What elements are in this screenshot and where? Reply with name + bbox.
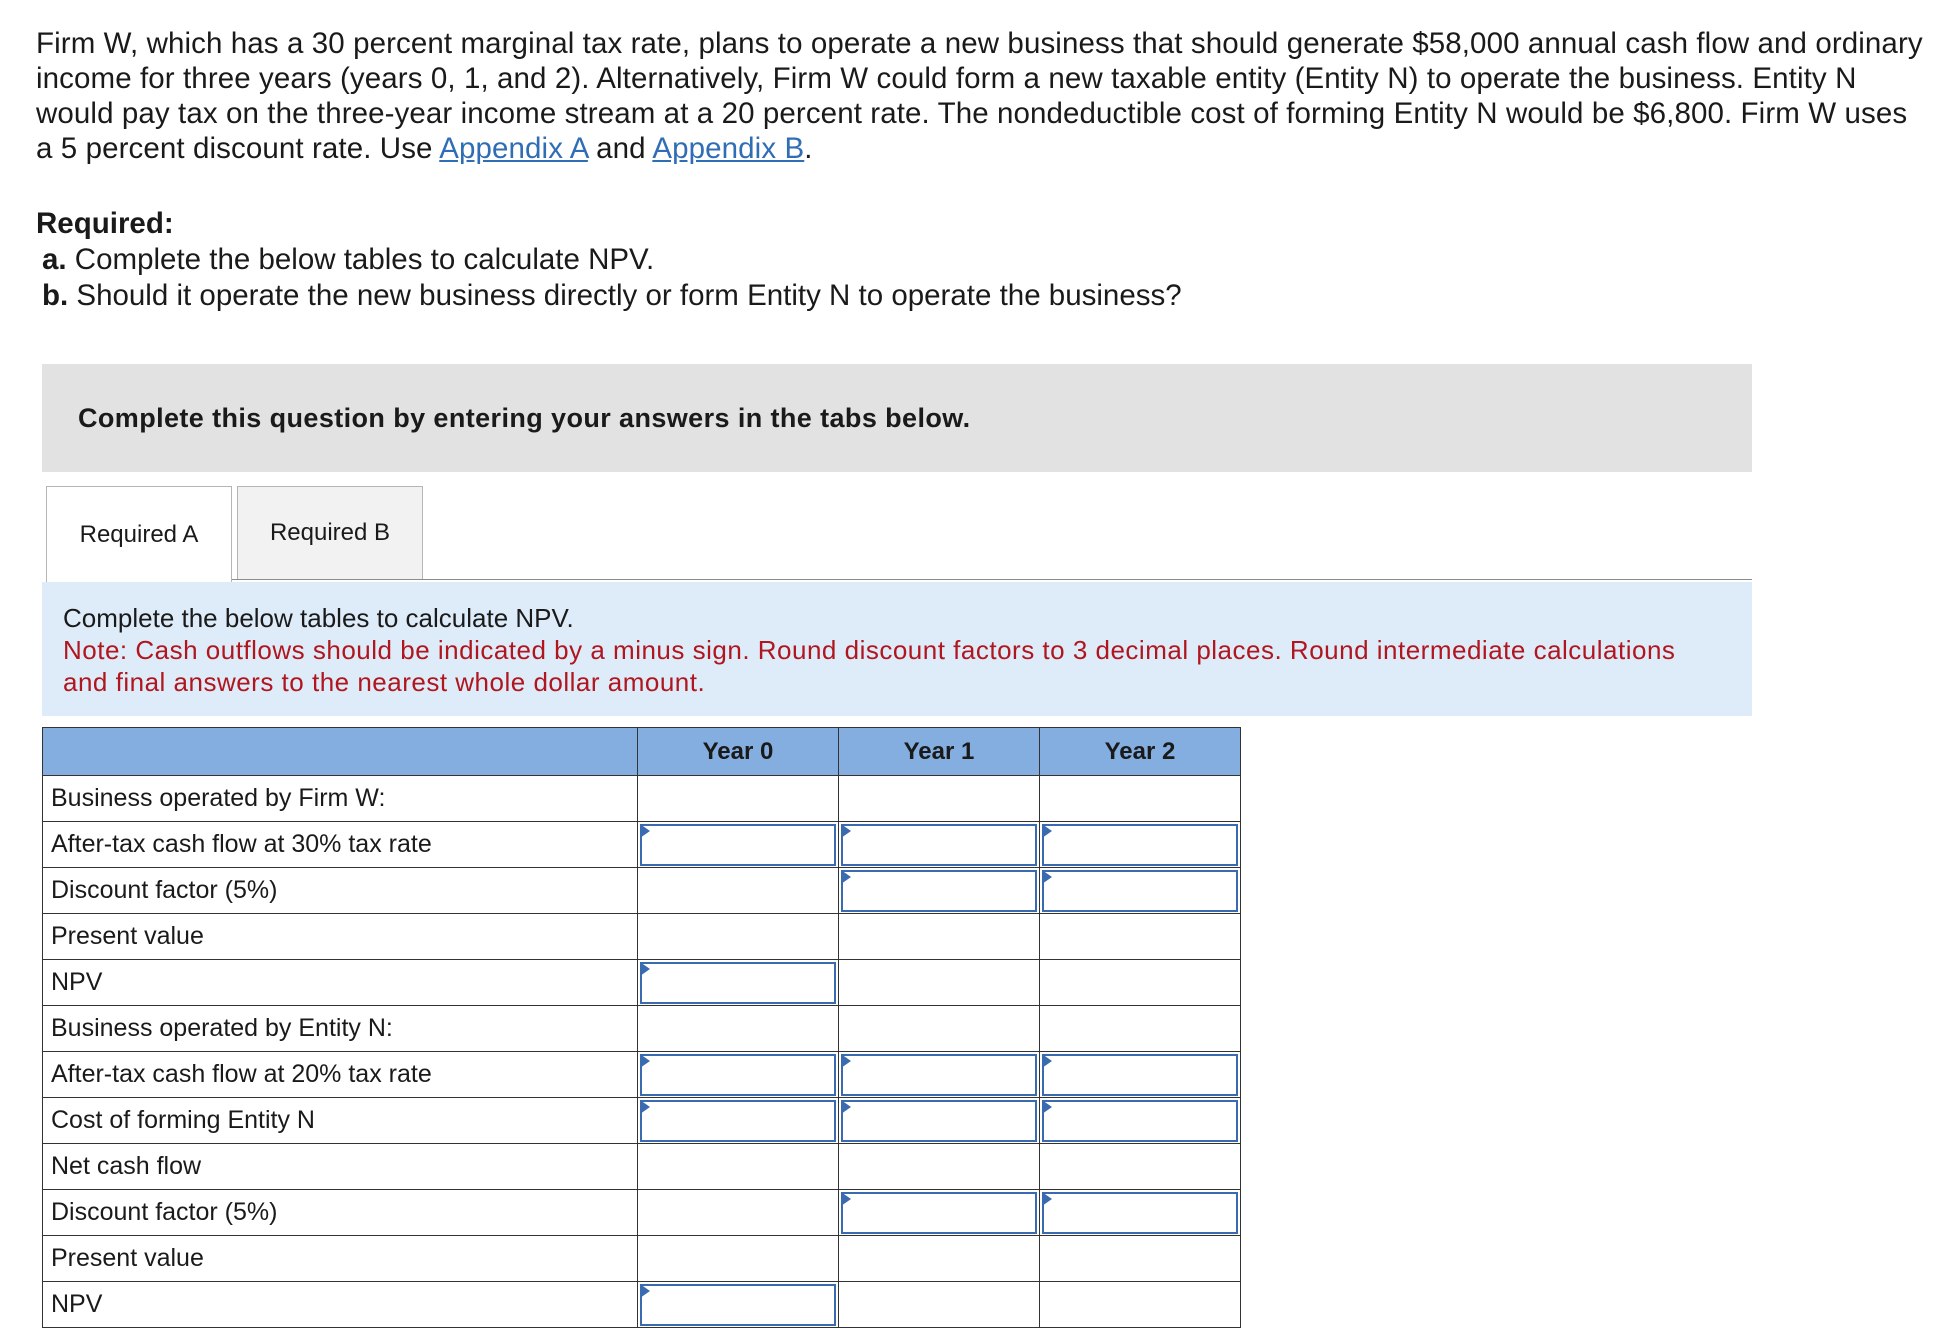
answer-input[interactable]	[841, 1100, 1037, 1142]
input-marker-icon	[1042, 1192, 1052, 1206]
answer-input[interactable]	[640, 824, 836, 866]
row-label: Cost of forming Entity N	[43, 1098, 638, 1144]
problem-and-text: and	[587, 132, 653, 165]
answer-input[interactable]	[1042, 870, 1238, 912]
table-row	[43, 960, 1241, 1006]
table-row	[43, 1144, 1241, 1190]
input-marker-icon	[841, 1054, 851, 1068]
year-0-cell[interactable]	[638, 822, 839, 868]
instruction-text: Complete this question by entering your answers in the tabs below.	[78, 402, 971, 433]
problem-end-text: .	[804, 132, 813, 165]
year-1-cell[interactable]	[839, 1098, 1040, 1144]
year-0-cell[interactable]	[638, 1098, 839, 1144]
header-year-2: Year 2	[1040, 728, 1241, 776]
panel-note: Note: Cash outflows should be indicated by a minus sign. Round discount factors to 3 decimal places. Round intermediate calculations and final answers to the nearest whole dollar amount.	[63, 635, 1676, 697]
year-2-cell	[1040, 914, 1241, 960]
appendix-a-link[interactable]: Appendix A	[439, 132, 588, 165]
tab-required-a[interactable]	[46, 486, 232, 582]
input-marker-icon	[640, 1284, 650, 1298]
answer-input-wrapper	[1040, 1053, 1240, 1097]
required-b-text: Should it operate the new business directly or form Entity N to operate the business?	[68, 279, 1182, 312]
row-label: Business operated by Firm W:	[43, 776, 638, 822]
problem-statement	[36, 26, 1926, 166]
answer-input-wrapper	[638, 1053, 838, 1097]
table-row	[43, 914, 1241, 960]
answer-input[interactable]	[640, 1100, 836, 1142]
table-row	[43, 1052, 1241, 1098]
year-1-cell	[839, 914, 1040, 960]
answer-input-wrapper	[1040, 823, 1240, 867]
year-0-cell	[638, 1006, 839, 1052]
table-row	[43, 1236, 1241, 1282]
year-1-cell	[839, 1236, 1040, 1282]
answer-input[interactable]	[841, 1054, 1037, 1096]
tab-required-b-label: Required B	[269, 519, 391, 546]
answer-input-wrapper	[638, 961, 838, 1005]
panel-title: Complete the below tables to calculate NPV.	[63, 603, 574, 633]
answer-input-wrapper	[839, 823, 1039, 867]
year-0-cell	[638, 1144, 839, 1190]
answer-input-wrapper	[638, 823, 838, 867]
year-2-cell[interactable]	[1040, 1190, 1241, 1236]
instruction-banner	[42, 364, 1752, 472]
row-label: Present value	[43, 914, 638, 960]
row-label: After-tax cash flow at 30% tax rate	[43, 822, 638, 868]
year-1-cell	[839, 1144, 1040, 1190]
year-1-cell[interactable]	[839, 1190, 1040, 1236]
year-2-cell[interactable]	[1040, 822, 1241, 868]
year-1-cell[interactable]	[839, 868, 1040, 914]
year-0-cell[interactable]	[638, 960, 839, 1006]
answer-input-wrapper	[638, 1283, 838, 1327]
answer-input[interactable]	[1042, 1192, 1238, 1234]
input-marker-icon	[841, 1100, 851, 1114]
year-2-cell[interactable]	[1040, 1052, 1241, 1098]
table-row	[43, 1282, 1241, 1328]
input-marker-icon	[1042, 824, 1052, 838]
answer-input-wrapper	[1040, 1099, 1240, 1143]
table-body	[43, 776, 1241, 1328]
tab-required-a-label: Required A	[79, 520, 199, 548]
input-marker-icon	[1042, 1054, 1052, 1068]
header-year-0: Year 0	[638, 728, 839, 776]
required-heading: Required:	[36, 207, 174, 240]
answer-input-wrapper	[638, 1099, 838, 1143]
table-header-row	[43, 728, 1241, 776]
year-1-cell	[839, 960, 1040, 1006]
input-marker-icon	[640, 1054, 650, 1068]
input-marker-icon	[640, 824, 650, 838]
row-label: Present value	[43, 1236, 638, 1282]
answer-input-wrapper	[1040, 869, 1240, 913]
required-a-label: a.	[42, 243, 67, 276]
input-marker-icon	[1042, 870, 1052, 884]
table-row	[43, 822, 1241, 868]
row-label: After-tax cash flow at 20% tax rate	[43, 1052, 638, 1098]
answer-input[interactable]	[640, 1054, 836, 1096]
year-1-cell	[839, 1006, 1040, 1052]
year-0-cell[interactable]	[638, 1282, 839, 1328]
year-2-cell	[1040, 1282, 1241, 1328]
table-row	[43, 776, 1241, 822]
row-label: Discount factor (5%)	[43, 868, 638, 914]
year-1-cell[interactable]	[839, 822, 1040, 868]
table-row	[43, 1006, 1241, 1052]
input-marker-icon	[841, 824, 851, 838]
year-0-cell	[638, 1190, 839, 1236]
answer-input-wrapper	[839, 1191, 1039, 1235]
answer-input-wrapper	[1040, 1191, 1240, 1235]
answer-input-wrapper	[839, 869, 1039, 913]
row-label: Net cash flow	[43, 1144, 638, 1190]
year-0-cell	[638, 914, 839, 960]
answer-input[interactable]	[841, 870, 1037, 912]
row-label: Business operated by Entity N:	[43, 1006, 638, 1052]
year-1-cell	[839, 776, 1040, 822]
year-0-cell	[638, 868, 839, 914]
answer-input[interactable]	[841, 1192, 1037, 1234]
answer-input[interactable]	[841, 824, 1037, 866]
row-label: NPV	[43, 960, 638, 1006]
header-blank	[43, 728, 638, 776]
year-1-cell	[839, 1282, 1040, 1328]
header-year-1: Year 1	[839, 728, 1040, 776]
required-b-label: b.	[42, 279, 69, 312]
tab-required-b[interactable]	[237, 486, 423, 580]
year-2-cell	[1040, 1236, 1241, 1282]
required-a-text: Complete the below tables to calculate NPV.	[66, 243, 655, 276]
input-marker-icon	[841, 1192, 851, 1206]
input-marker-icon	[841, 870, 851, 884]
answer-input[interactable]	[640, 962, 836, 1004]
problem-text: Firm W, which has a 30 percent marginal tax rate, plans to operate a new business that should generate $58,000 annual cash flow and ordinary income for three years (years 0, 1, and 2). Alternatively, Firm W could form a new taxable entity (Entity N) to operate the business. Entity N would pay tax on the three-year income stream at a 20 percent rate. The nondeductible cost of forming Entity N would be $6,800. Firm W uses a 5 percent discount rate. Use	[36, 27, 1923, 165]
answer-input[interactable]	[1042, 1054, 1238, 1096]
required-section	[36, 206, 1182, 314]
table-row	[43, 868, 1241, 914]
answer-input[interactable]	[1042, 1100, 1238, 1142]
input-marker-icon	[640, 1100, 650, 1114]
answer-input[interactable]	[640, 1284, 836, 1326]
row-label: Discount factor (5%)	[43, 1190, 638, 1236]
answer-input[interactable]	[1042, 824, 1238, 866]
answer-input-wrapper	[839, 1099, 1039, 1143]
table-row	[43, 1190, 1241, 1236]
year-2-cell	[1040, 1144, 1241, 1190]
answer-input-wrapper	[839, 1053, 1039, 1097]
year-2-cell[interactable]	[1040, 868, 1241, 914]
appendix-b-link[interactable]: Appendix B	[652, 132, 805, 165]
year-2-cell[interactable]	[1040, 1098, 1241, 1144]
panel-instructions	[42, 582, 1752, 716]
year-2-cell	[1040, 776, 1241, 822]
row-label: NPV	[43, 1282, 638, 1328]
year-0-cell	[638, 776, 839, 822]
input-marker-icon	[640, 962, 650, 976]
year-2-cell	[1040, 1006, 1241, 1052]
table-row	[43, 1098, 1241, 1144]
year-1-cell[interactable]	[839, 1052, 1040, 1098]
year-0-cell[interactable]	[638, 1052, 839, 1098]
input-marker-icon	[1042, 1100, 1052, 1114]
required-item-a	[36, 242, 1182, 278]
npv-table	[42, 727, 1241, 1328]
year-0-cell	[638, 1236, 839, 1282]
required-item-b	[36, 278, 1182, 314]
year-2-cell	[1040, 960, 1241, 1006]
tab-divider	[232, 579, 1752, 580]
